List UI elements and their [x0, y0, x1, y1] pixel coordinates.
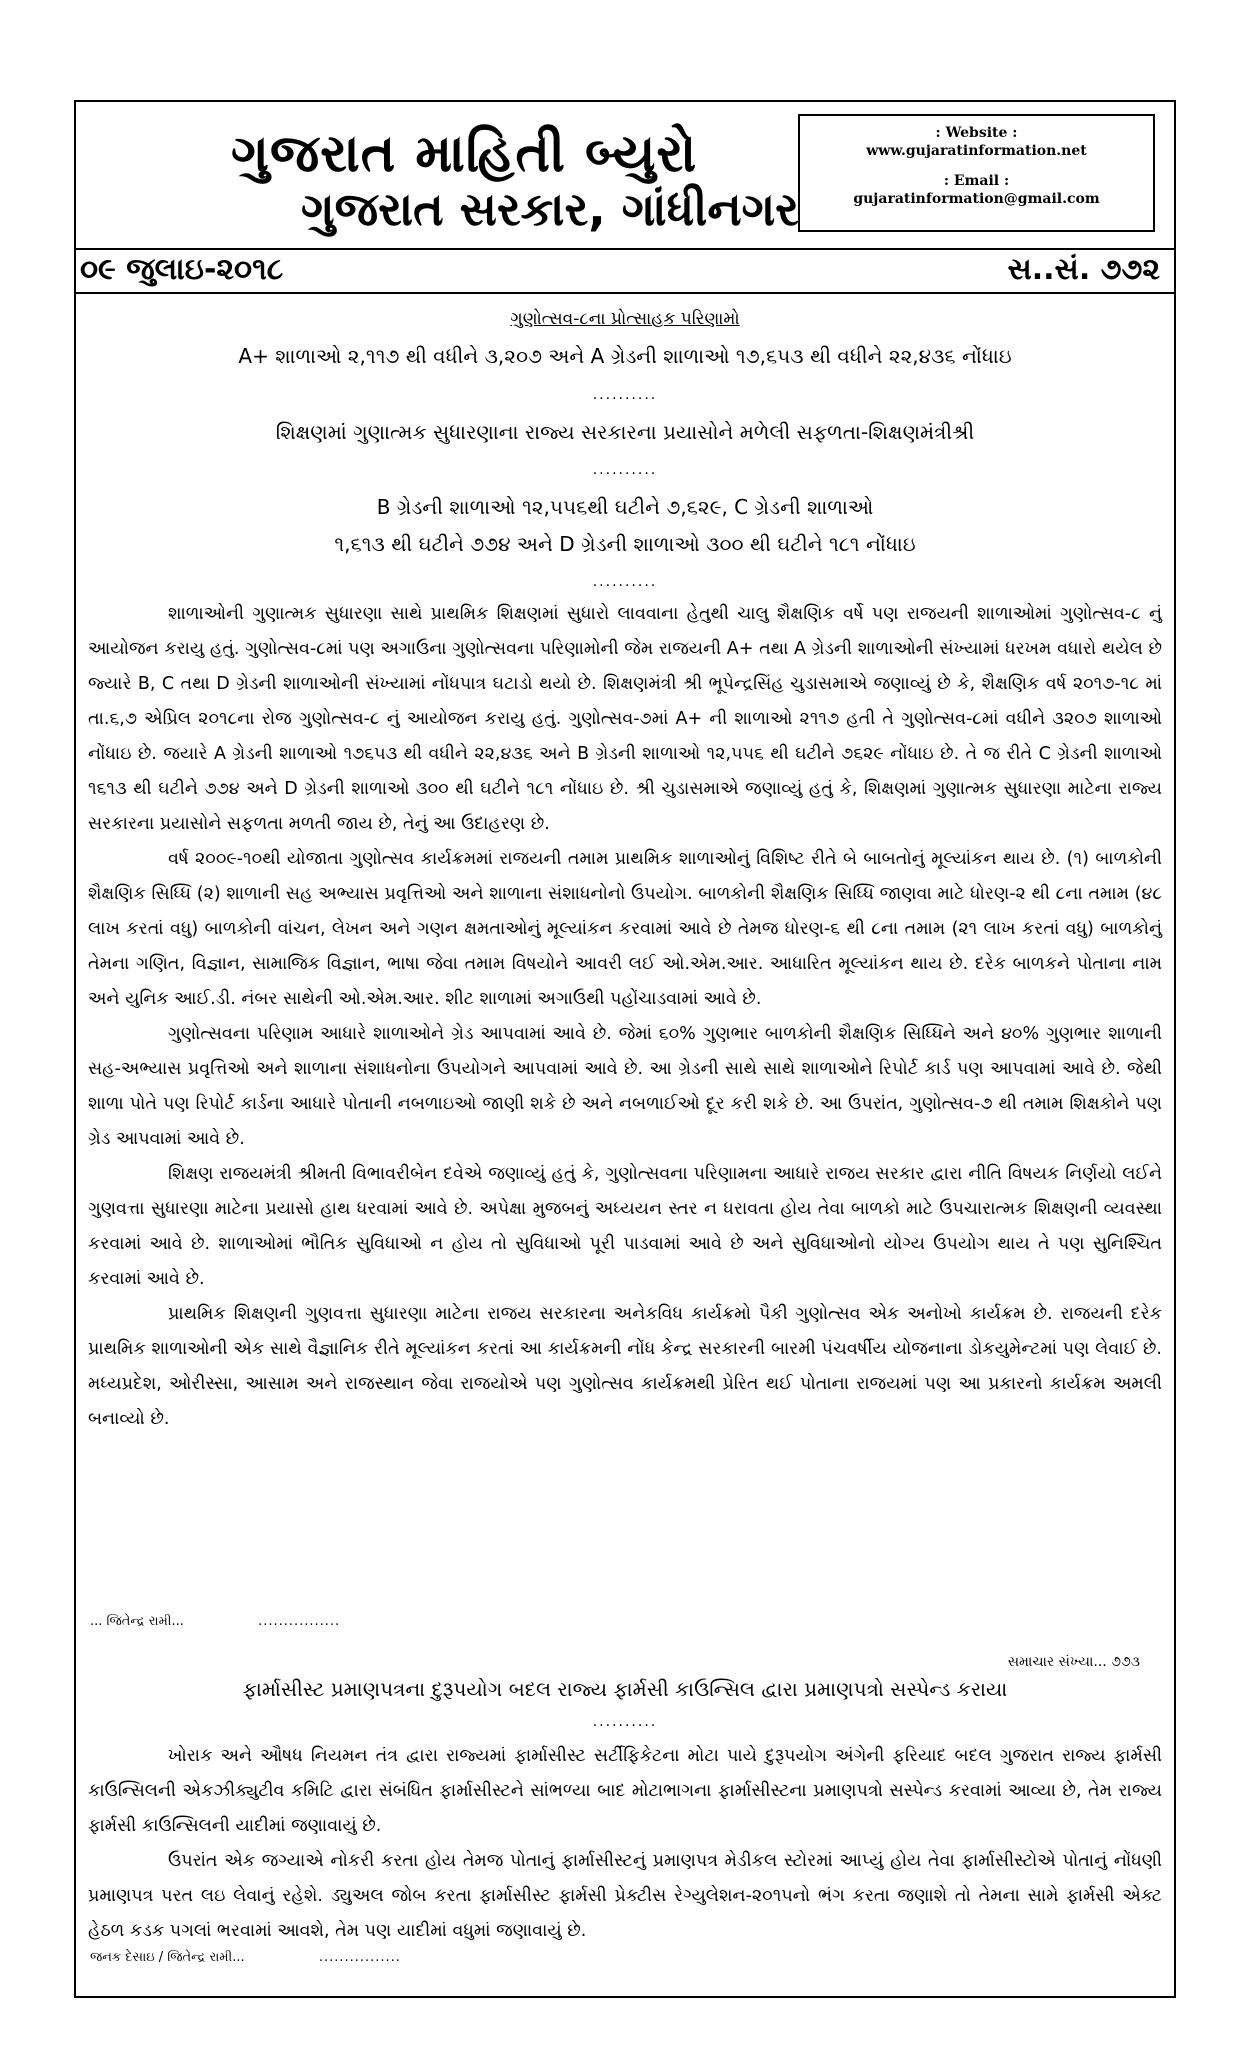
website-link[interactable]: www.gujaratinformation.net: [866, 143, 1087, 159]
release-date: ૦૯ જુલાઇ-૨૦૧૮: [80, 252, 284, 287]
email-link[interactable]: gujaratinformation@gmail.com: [853, 191, 1100, 207]
contact-box: [798, 114, 1155, 232]
website-label: : Website :: [935, 125, 1018, 141]
article1-headline-1: A+ શાળાઓ ૨,૧૧૭ થી વધીને ૩,૨૦૭ અને A ગ્રેડની શાળાઓ ૧૭,૬૫૩ થી વધીને ૨૨,૪૩૬ નોંધાઇ: [238, 344, 1012, 368]
article2-release-number: સમાચાર સંખ્યા... ૭૭૩: [1007, 1654, 1140, 1670]
masthead: [76, 102, 1174, 247]
byline-dots: ................: [258, 1614, 341, 1629]
masthead-title: ગુજરાત માહિતી બ્યુરો: [231, 124, 698, 184]
paragraph: શિક્ષણ રાજયમંત્રી શ્રીમતી વિભાવરીબેન દવેએ જણાવ્યું હતું કે, ગુણોત્સવના પરિણામના આધારે રાજય સરકાર દ્વારા નીતિ વિષયક નિર્ણયો લઈને ગુણવત્તા સુધારણા માટેના પ્રયાસો હાથ ધરવામાં આવે છે. અપેક્ષા મુજબનું અધ્યયન સ્તર ન ધરાવતા હોય તેવા બાળકો માટે ઉપચારાત્મક શિક્ષણની વ્યવસ્થા કરવામાં આવે છે. શાળાઓમાં ભૌતિક સુવિધાઓ ન હોય તો સુવિધાઓ પૂરી પાડવામાં આવે છે અને સુવિધાઓનો યોગ્ય ઉપયોગ થાય તે પણ સુનિશ્ચિત કરવામાં આવે છે.: [88, 1164, 1162, 1289]
byline-dots: ................: [318, 1950, 401, 1965]
separator: ..........: [592, 387, 658, 403]
separator: ..........: [592, 574, 658, 590]
separator: ..........: [592, 1714, 658, 1730]
email-label: : Email :: [943, 173, 1010, 189]
release-number: સ..સં. ૭૭૨: [1007, 252, 1160, 287]
article2-body: [88, 1739, 1162, 1949]
article1-title: ગુણોત્સવ-૮ના પ્રોત્સાહક પરિણામો: [510, 309, 740, 329]
dateline: [76, 252, 1174, 292]
article1-headline-2: શિક્ષણમાં ગુણાત્મક સુધારણાના રાજ્ય સરકારના પ્રયાસોને મળેલી સફળતા-શિક્ષણમંત્રીશ્રી: [275, 420, 975, 444]
article1-byline: [90, 1614, 340, 1629]
header-divider: [76, 248, 1174, 250]
paragraph: વર્ષ ૨૦૦૯-૧૦થી યોજાતા ગુણોત્સવ કાર્યક્રમમાં રાજયની તમામ પ્રાથમિક શાળાઓનું વિશિષ્ટ રીતે બે બાબતોનું મૂલ્યાંકન થાય છે. (૧) બાળકોની શૈક્ષણિક સિધ્ધિ (૨) શાળાની સહ અભ્યાસ પ્રવૃત્તિઓ અને શાળાના સંશાધનોનો ઉપયોગ. બાળકોની શૈક્ષણિક સિધ્ધિ જાણવા માટે ધોરણ-૨ થી ૮ના તમામ (૪૮ લાખ કરતાં વધુ) બાળકોની વાંચન, લેખન અને ગણન ક્ષમતાઓનું મૂલ્યાંકન કરવામાં આવે છે તેમજ ધોરણ-૬ થી ૮ના તમામ (૨૧ લાખ કરતાં વધુ) બાળકોનું તેમના ગણિત, વિજ્ઞાન, સામાજિક વિજ્ઞાન, ભાષા જેવા તમામ વિષયોને આવરી લઈ ઓ.એમ.આર. આધારિત મૂલ્યાંકન થાય છે. દરેક બાળકને પોતાના નામ અને યુનિક આઈ.ડી. નંબર સાથેની ઓ.એમ.આર. શીટ શાળામાં અગાઉથી પહોંચાડવામાં આવે છે.: [88, 849, 1162, 1009]
byline-author: ... જિતેન્દ્ર રામી...: [90, 1614, 184, 1629]
article1-body: [88, 597, 1162, 1437]
paragraph: શાળાઓની ગુણાત્મક સુધારણા સાથે પ્રાથમિક શિક્ષણમાં સુધારો લાવવાના હેતુથી ચાલુ શૈક્ષણિક વર્ષે પણ રાજયની શાળાઓમાં ગુણોત્સવ-૮ નું આયોજન કરાયુ હતું. ગુણોત્સવ-૮માં પણ અગાઉના ગુણોત્સવના પરિણામોની જેમ રાજયની A+ તથા A ગ્રેડની શાળાઓની સંખ્યામાં ધરખમ વધારો થયેલ છે જ્યારે B, C તથા D ગ્રેડની શાળાઓની સંખ્યામાં નોંધપાત્ર ઘટાડો થયો છે. શિક્ષણમંત્રી શ્રી ભૂપેન્દ્રસિંહ ચુડાસમાએ જણાવ્યું છે કે, શૈક્ષણિક વર્ષ ૨૦૧૭-૧૮ માં તા.૬,૭ એપ્રિલ ૨૦૧૮ના રોજ ગુણોત્સવ-૮ નું આયોજન કરાયુ હતું. ગુણોત્સવ-૭માં A+ ની શાળાઓ ૨૧૧૭ હતી તે ગુણોત્સવ-૮માં વધીને ૩૨૦૭ શાળાઓ નોંધાઇ છે. જયારે A ગ્રેડની શાળાઓ ૧૭૬૫૩ થી વધીને ૨૨,૪૩૬ અને B ગ્રેડની શાળાઓ ૧૨,૫૫૬ થી ઘટીને ૭૬૨૯ નોંધાઇ છે. તે જ રીતે C ગ્રેડની શાળાઓ ૧૬૧૩ થી ઘટીને ૭૭૪ અને D ગ્રેડની શાળાઓ ૩૦૦ થી ઘટીને ૧૮૧ નોંધાઇ છે. શ્રી ચુડાસમાએ જણાવ્યું હતું કે, શિક્ષણમાં ગુણાત્મક સુધારણા માટેના રાજ્ય સરકારના પ્રયાસોને સફળતા મળતી જાય છે, તેનું આ ઉદાહરણ છે.: [88, 604, 1162, 834]
byline-author: જનક દેસાઇ / જિતેન્દ્ર રામી...: [90, 1950, 245, 1965]
separator: ..........: [592, 462, 658, 478]
paragraph: ઉપરાંત એક જગ્યાએ નોકરી કરતા હોય તેમજ પોતાનું ફાર્માસીસ્ટનું પ્રમાણપત્ર મેડીકલ સ્ટોરમાં આપ્યું હોય તેવા ફાર્માસીસ્ટોએ પોતાનું નોંધણી પ્રમાણપત્ર પરત લઇ લેવાનું રહેશે. ડ્યુઅલ જોબ કરતા ફાર્માસીસ્ટ ફાર્મસી પ્રેક્ટીસ રેગ્યુલેશન-૨૦૧૫નો ભંગ કરતા જણાશે તો તેમના સામે ફાર્મસી એક્ટ હેઠળ કડક પગલાં ભરવામાં આવશે, તેમ પણ યાદીમાં વધુમાં જણાવાયું છે.: [88, 1851, 1162, 1941]
article1-headline-3a: B ગ્રેડની શાળાઓ ૧૨,૫૫૬થી ઘટીને ૭,૬૨૯, C ગ્રેડની શાળાઓ: [376, 495, 874, 519]
document-frame: [74, 100, 1176, 1998]
article2-headline: ફાર્માસીસ્ટ પ્રમાણપત્રના દુરૂપયોગ બદલ રાજ્ય ફાર્મસી કાઉન્સિલ દ્વારા પ્રમાણપત્રો સસ્પેન્ડ કરાયા: [242, 1677, 1008, 1701]
masthead-subtitle: ગુજરાત સરકાર, ગાંધીનગર: [301, 182, 799, 236]
paragraph: પ્રાથમિક શિક્ષણની ગુણવત્તા સુધારણા માટેના રાજય સરકારના અનેકવિધ કાર્યક્રમો પૈકી ગુણોત્સવ એક અનોખો કાર્યક્રમ છે. રાજયની દરેક પ્રાથમિક શાળાઓની એક સાથે વૈજ્ઞાનિક રીતે મૂલ્યાંકન કરતાં આ કાર્યક્રમની નોંધ કેન્દ્ર સરકારની બારમી પંચવર્ષીય યોજનાના ડોકયુમેન્ટમાં પણ લેવાઈ છે. મધ્યપ્રદેશ, ઓરીસ્સા, આસામ અને રાજસ્થાન જેવા રાજયોએ પણ ગુણોત્સવ કાર્યક્રમથી પ્રેરિત થઈ પોતાના રાજયમાં પણ આ પ્રકારનો કાર્યક્રમ અમલી બનાવ્યો છે.: [88, 1304, 1162, 1429]
article1-headline-3b: ૧,૬૧૩ થી ઘટીને ૭૭૪ અને D ગ્રેડની શાળાઓ ૩૦૦ થી ઘટીને ૧૮૧ નોંધાઇ: [334, 532, 916, 556]
paragraph: ગુણોત્સવના પરિણામ આધારે શાળાઓને ગ્રેડ આપવામાં આવે છે. જેમાં ૬૦% ગુણભાર બાળકોની શૈક્ષણિક સિધ્ધિને અને ૪૦% ગુણભાર શાળાની સહ-અભ્યાસ પ્રવૃત્તિઓ અને શાળાના સંશાધનોના ઉપયોગને આપવામાં આવે છે. આ ગ્રેડની સાથે સાથે શાળાઓને રિપોર્ટ કાર્ડ પણ આપવામાં આવે છે. જેથી શાળા પોતે પણ રિપોર્ટ કાર્ડના આધારે પોતાની નબળાઇઓ જાણી શકે છે અને નબળાઈઓ દૂર કરી શકે છે. આ ઉપરાંત, ગુણોત્સવ-૭ થી તમામ શિક્ષકોને પણ ગ્રેડ આપવામાં આવે છે.: [88, 1024, 1162, 1149]
article2-byline: [90, 1950, 401, 1965]
paragraph: ખોરાક અને ઔષધ નિયમન તંત્ર દ્વારા રાજ્યમાં ફાર્માસીસ્ટ સર્ટીફિકેટના મોટા પાયે દુરૂપયોગ અંગેની ફરિયાદ બદલ ગુજરાત રાજ્ય ફાર્મસી કાઉન્સિલની એકઝીક્યુટીવ કમિટિ દ્વારા સંબંધિત ફાર્માસીસ્ટને સાંભળ્યા બાદ મોટાભાગના ફાર્માસીસ્ટના પ્રમાણપત્રો સસ્પેન્ડ કરવામાં આવ્યા છે, તેમ રાજ્ય ફાર્મસી કાઉન્સિલની યાદીમાં જણાવાયું છે.: [88, 1746, 1162, 1836]
dateline-divider: [76, 292, 1174, 294]
